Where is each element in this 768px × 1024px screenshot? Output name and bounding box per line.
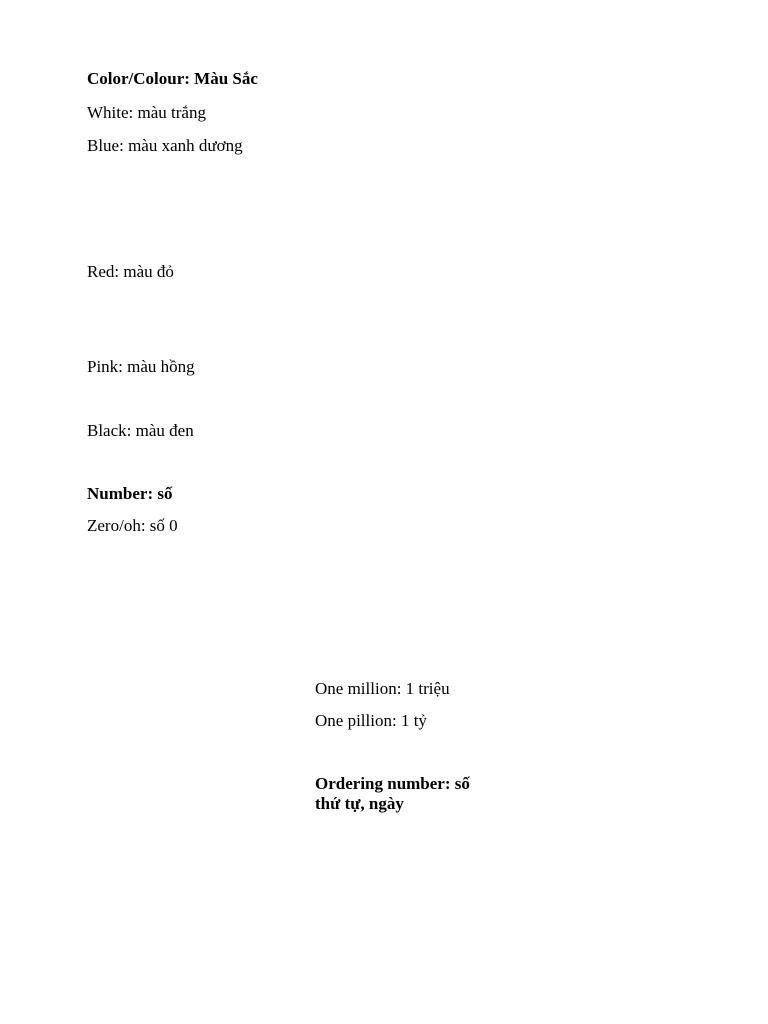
number-item-zero: Zero/oh: số 0: [87, 516, 178, 535]
color-item-red: Red: màu đỏ: [87, 262, 174, 281]
ordering-heading-line2: thứ tự, ngày: [315, 794, 404, 813]
number-item-pillion: One pillion: 1 tỷ: [315, 711, 427, 730]
color-item-blue: Blue: màu xanh dương: [87, 136, 243, 155]
color-item-white: White: màu trắng: [87, 103, 206, 122]
ordering-heading-line1: Ordering number: số: [315, 774, 470, 793]
color-item-black: Black: màu đen: [87, 421, 194, 440]
number-item-million: One million: 1 triệu: [315, 679, 450, 698]
numbers-heading: Number: số: [87, 484, 173, 503]
color-item-pink: Pink: màu hồng: [87, 357, 195, 376]
colors-heading: Color/Colour: Màu Sắc: [87, 69, 258, 88]
